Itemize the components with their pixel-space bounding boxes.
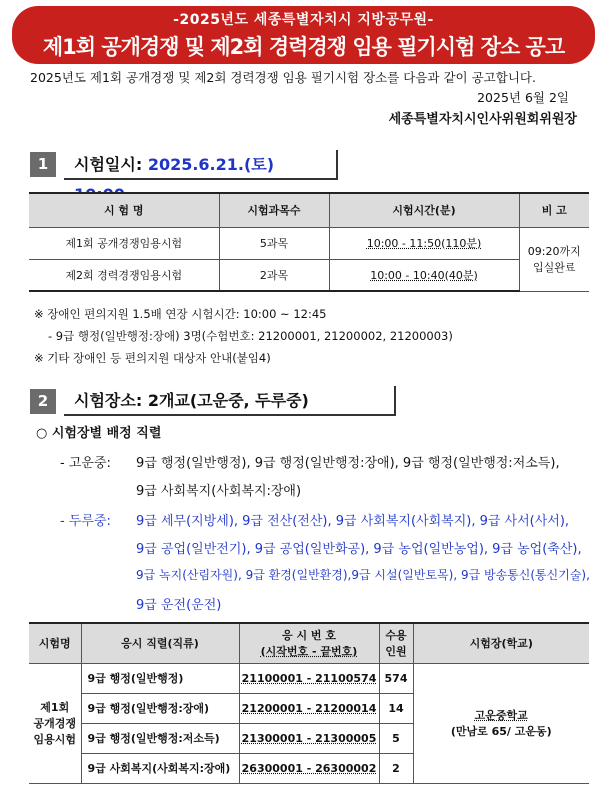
col-exam-name: 시 험 명	[29, 193, 219, 227]
section-1-title	[64, 150, 338, 180]
section-2-number: 2	[30, 389, 56, 414]
gowoon-label: - 고운중:	[60, 456, 111, 471]
table-row	[29, 227, 589, 259]
subjects-cell: 2과목	[219, 259, 329, 291]
col-remark: 비 고	[519, 193, 589, 227]
note-other: ※ 기타 장애인 등 편의지원 대상자 안내(붙임4)	[34, 351, 271, 365]
section-1-label: 시험일시:	[74, 155, 143, 174]
col-subjects: 시험과목수	[219, 193, 329, 227]
table-row	[29, 259, 589, 291]
series-cell: 9급 행정(일반행정:저소득)	[81, 723, 239, 753]
subjects-cell: 5과목	[219, 227, 329, 259]
exam-name-cell: 제2회 경력경쟁임용시험	[29, 259, 219, 291]
duru-line-3: 9급 녹지(산림자원), 9급 환경(일반환경),9급 시설(일반토목), 9급 방송통신(통신기술),	[136, 568, 590, 582]
gowoon-line-2: 9급 사회복지(사회복지:장애)	[136, 484, 302, 499]
series-cell: 9급 사회복지(사회복지:장애)	[81, 753, 239, 783]
range-cell: 21100001 - 21100574	[239, 663, 379, 693]
section-2-label: 시험장소:	[74, 391, 143, 410]
range-cell: 21300001 - 21300005	[239, 723, 379, 753]
exam-schedule-table	[29, 192, 589, 292]
count-cell: 574	[379, 663, 413, 693]
exam-name-cell: 제1회 공개경쟁임용시험	[29, 227, 219, 259]
intro-text: 2025년도 제1회 공개경쟁 및 제2회 경력경쟁 임용 필기시험 장소를 다음과 같이 공고합니다.	[30, 70, 536, 85]
series-cell: 9급 행정(일반행정:장애)	[81, 693, 239, 723]
banner-title: 제1회 공개경쟁 및 제2회 경력경쟁 임용 필기시험 장소 공고	[42, 35, 565, 59]
duru-label: - 두루중:	[60, 514, 111, 529]
table-header-row	[29, 193, 589, 227]
range-cell: 26300001 - 26300002	[239, 753, 379, 783]
duru-line-1: 9급 세무(지방세), 9급 전산(전산), 9급 사회복지(사회복지), 9급 사서(사서),	[136, 514, 570, 529]
section-2-title	[64, 386, 396, 416]
time-cell: 10:00 - 11:50(110분)	[329, 227, 519, 259]
note-accommodation: ※ 장애인 편의지원 1.5배 연장 시험시간: 10:00 ~ 12:45	[34, 307, 327, 321]
seat-assignment-table	[29, 622, 589, 784]
duru-line-4: 9급 운전(운전)	[136, 598, 222, 613]
table-header-row	[29, 623, 589, 663]
exam-name-cell: 제1회 공개경쟁 임용시험	[29, 663, 81, 783]
assignment-heading: ○ 시험장별 배정 직렬	[36, 426, 162, 441]
col-capacity: 수용 인원	[379, 623, 413, 663]
remark-cell: 09:20까지 입실완료	[519, 227, 589, 291]
note-disabled-applicants: - 9급 행정(일반행정:장애) 3명(수험번호: 21200001, 21200002, 21200003)	[48, 329, 453, 343]
title-banner	[12, 6, 595, 64]
banner-subtitle: -2025년도 세종특별자치시 지방공무원-	[173, 12, 434, 28]
count-cell: 14	[379, 693, 413, 723]
range-cell: 21200001 - 21200014	[239, 693, 379, 723]
count-cell: 2	[379, 753, 413, 783]
venue-cell: 고운중학교 (만남로 65/ 고운동)	[413, 663, 589, 783]
section-2-value: 2개교(고운중, 두루중)	[147, 391, 309, 410]
notice-date: 2025년 6월 2일	[477, 90, 569, 105]
col-series: 응시 직렬(직류)	[81, 623, 239, 663]
col-exam: 시험명	[29, 623, 81, 663]
series-cell: 9급 행정(일반행정)	[81, 663, 239, 693]
duru-line-2: 9급 공업(일반전기), 9급 공업(일반화공), 9급 농업(일반농업), 9급 농업(축산),	[136, 542, 582, 557]
time-cell: 10:00 - 10:40(40분)	[329, 259, 519, 291]
section-1-value: 2025.6.21.(토)	[147, 155, 275, 174]
section-1-number: 1	[30, 152, 56, 177]
gowoon-line-1: 9급 행정(일반행정), 9급 행정(일반행정:장애), 9급 행정(일반행정:저소득),	[136, 456, 560, 471]
col-venue: 시험장(학교)	[413, 623, 589, 663]
count-cell: 5	[379, 723, 413, 753]
issuing-org: 세종특별자치시인사위원회위원장	[388, 112, 577, 127]
col-time: 시험시간(분)	[329, 193, 519, 227]
table-row	[29, 663, 589, 693]
col-number-range: 응 시 번 호 (시작번호 - 끝번호)	[239, 623, 379, 663]
